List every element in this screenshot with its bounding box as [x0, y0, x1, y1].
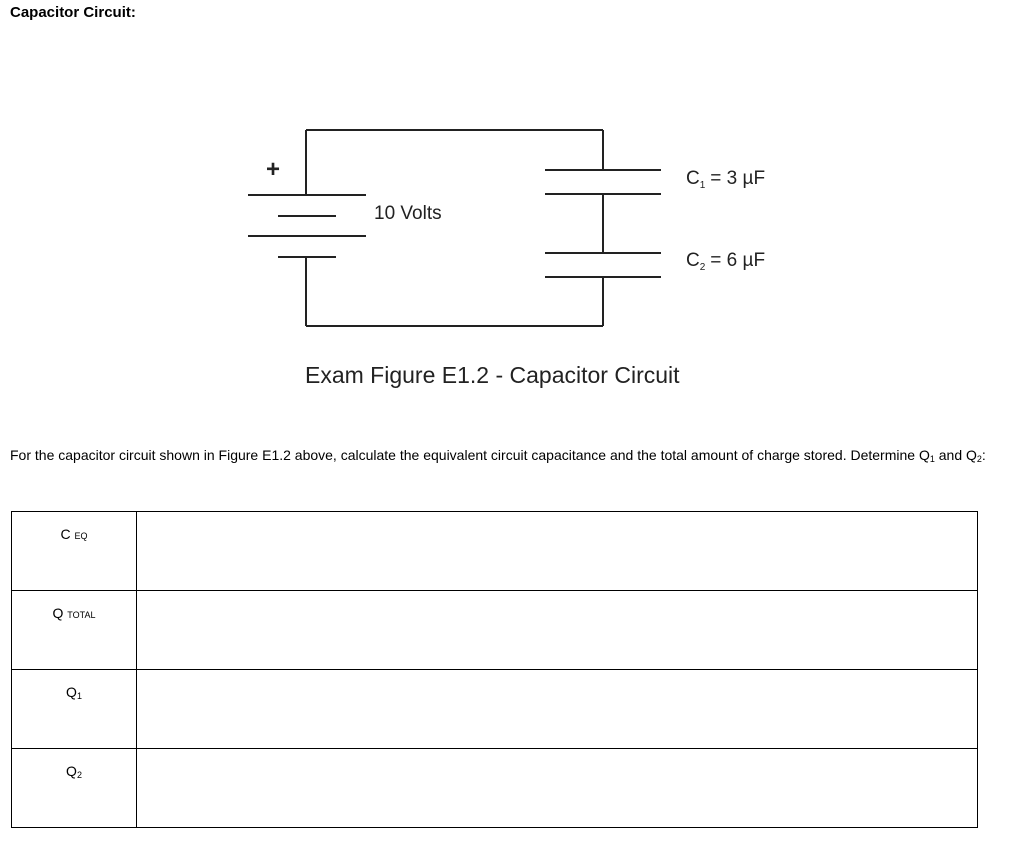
table-row [12, 670, 978, 749]
table-row [12, 749, 978, 828]
q1-subscript: 1 [929, 454, 935, 464]
c2-subscript: 2 [699, 262, 706, 273]
q2-answer-cell[interactable] [137, 749, 978, 828]
ceq-answer-cell[interactable] [137, 512, 978, 591]
c2-label: $C_2 = 6$ µF [686, 250, 766, 273]
qtotal-label-cell: Q TOTAL [12, 591, 137, 670]
table-row [12, 512, 978, 591]
battery-polarity-label: + [266, 156, 281, 183]
q2-label-cell: Q2 [12, 749, 137, 828]
page-heading: Capacitor Circuit: [10, 4, 136, 21]
figure-caption: Exam Figure E1.2 - Capacitor Circuit [305, 362, 680, 388]
ceq-label-cell: C EQ [12, 512, 137, 591]
q2-subscript: 2 [976, 454, 982, 464]
q1-label-cell: Q1 [12, 670, 137, 749]
table-row [12, 591, 978, 670]
circuit-diagram [0, 0, 1024, 420]
qtotal-answer-cell[interactable] [137, 591, 978, 670]
answer-table [11, 511, 978, 828]
q1-answer-cell[interactable] [137, 670, 978, 749]
c1-label: $C_1 = 3$ µF [686, 168, 766, 191]
battery-voltage-label: 10 Volts [374, 203, 442, 224]
c1-subscript: 1 [699, 180, 706, 191]
question-text: For the capacitor circuit shown in Figure E1.2 above, calculate the equivalent circuit capacitance and the total amount of charge stored. Determine Q1 and Q2: [10, 447, 986, 464]
